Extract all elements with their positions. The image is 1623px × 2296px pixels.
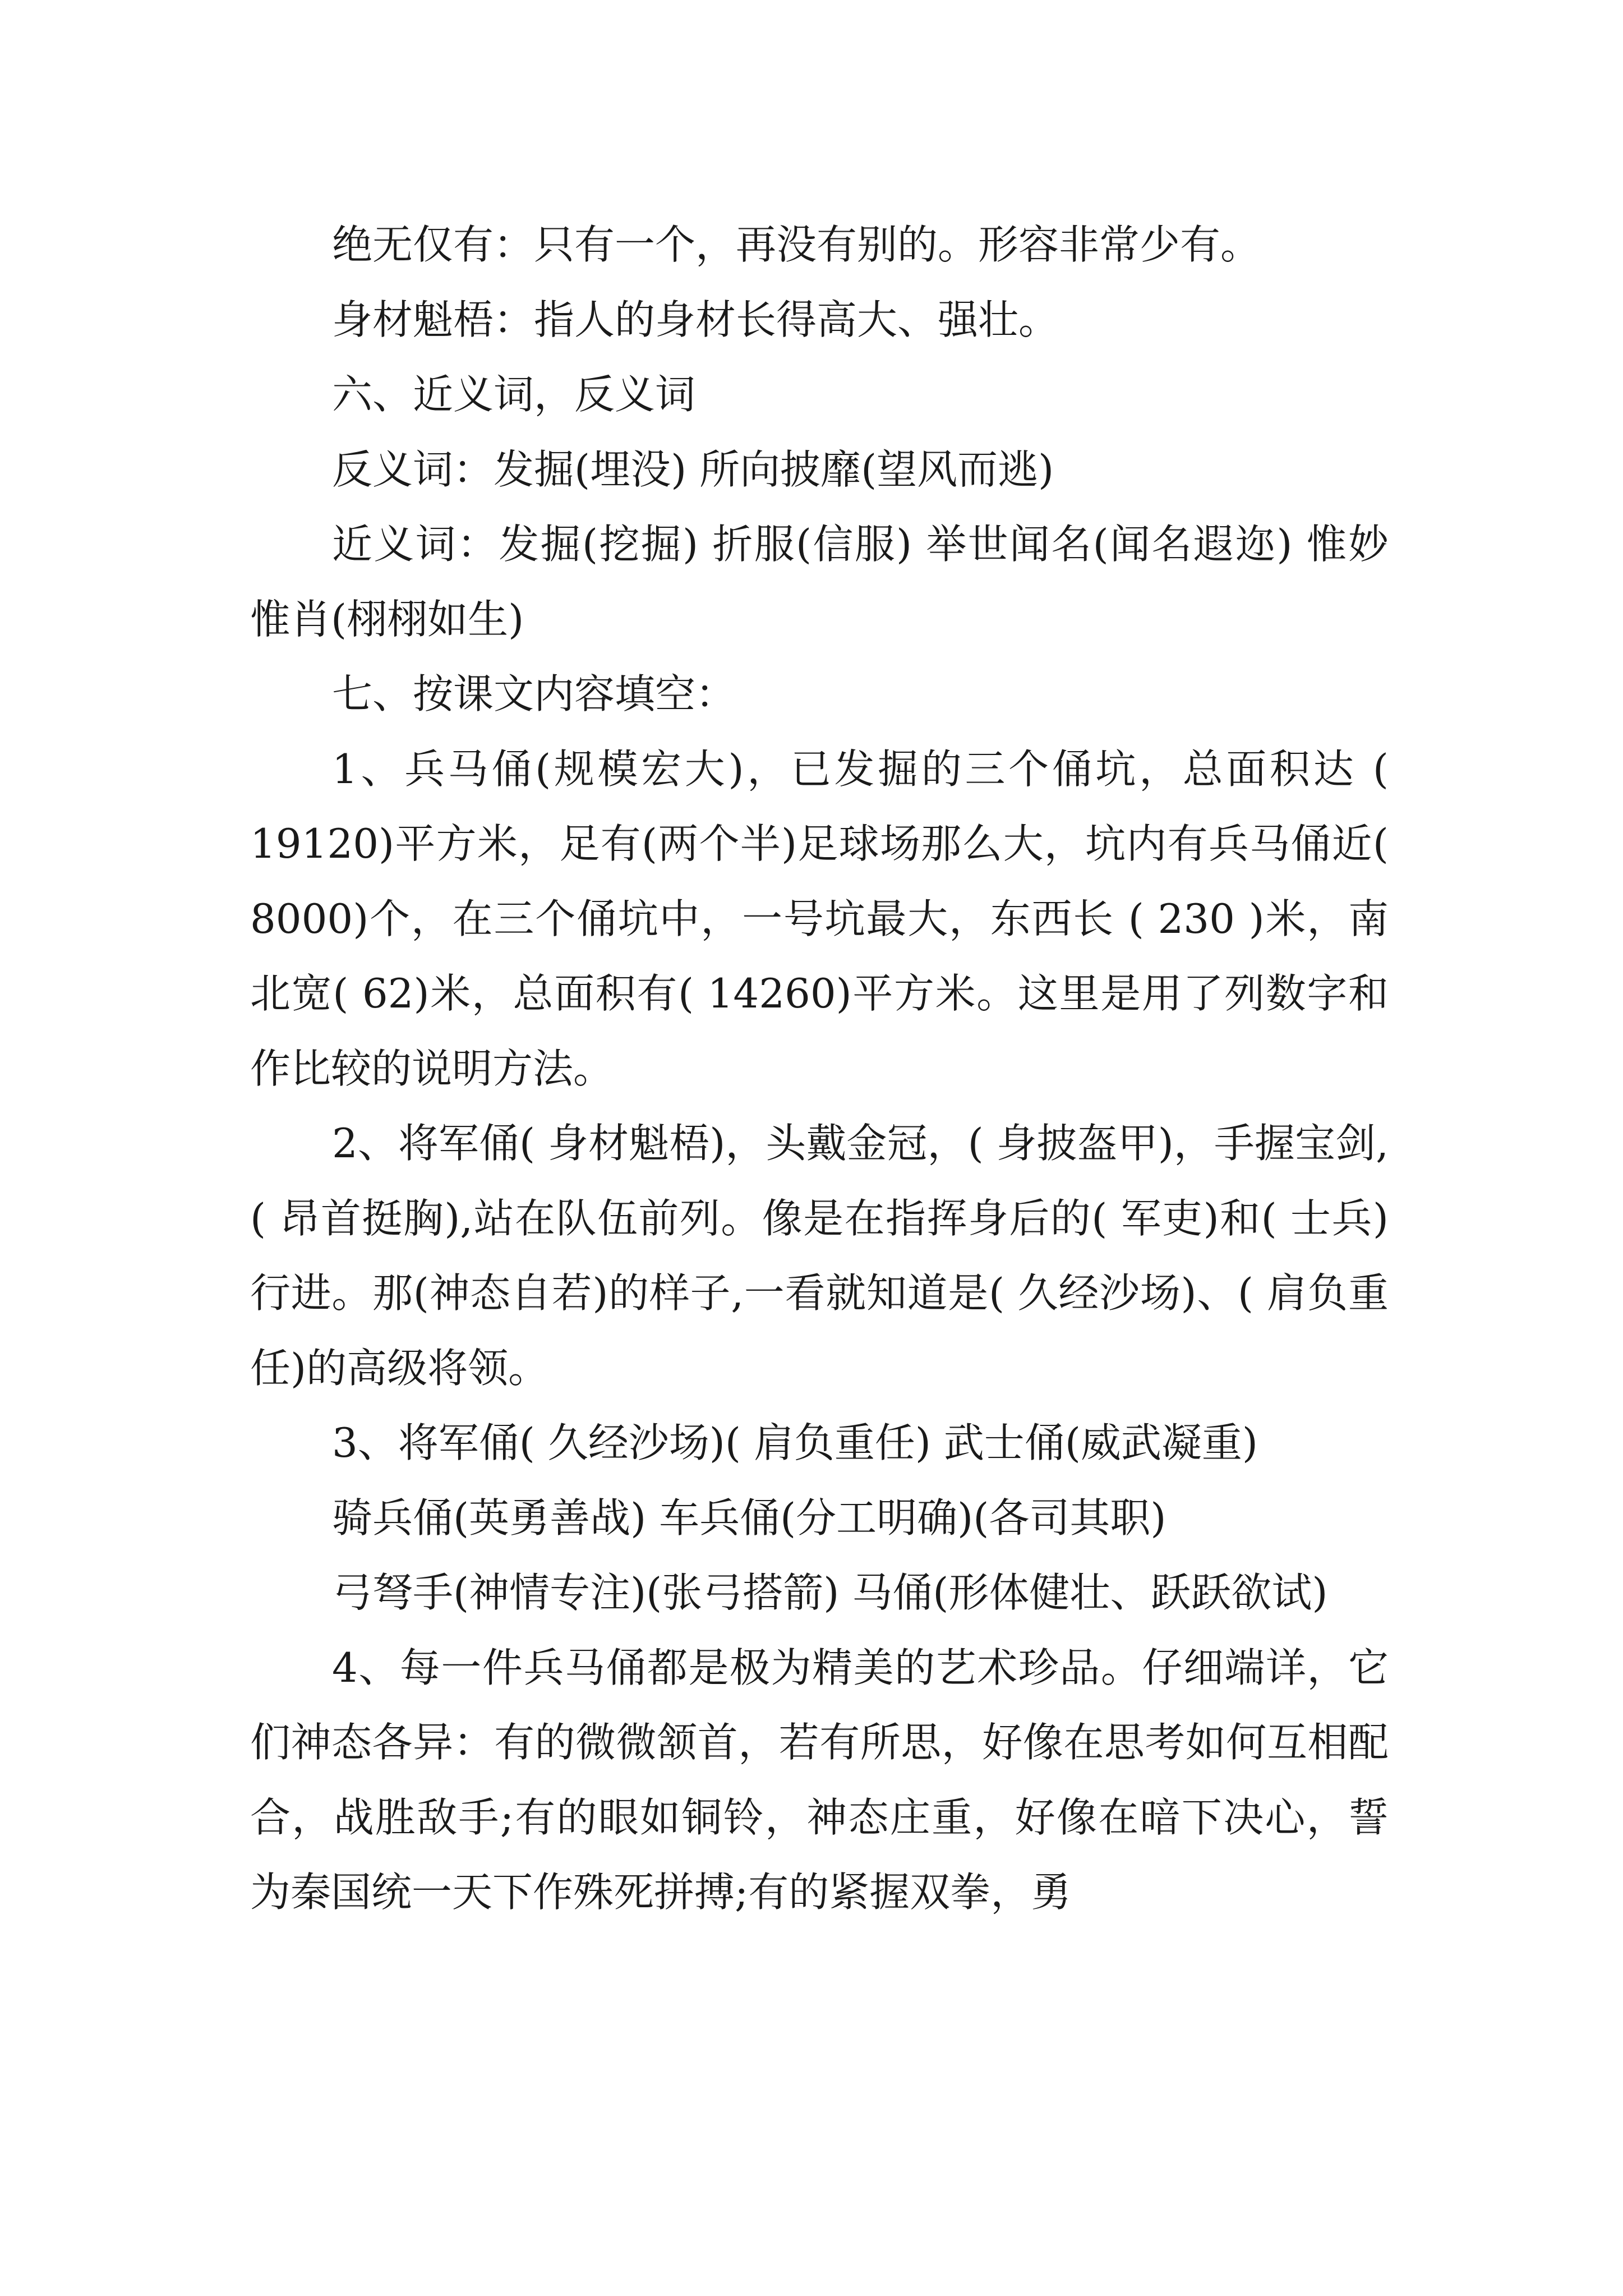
paragraph-item-3-cavalry: 骑兵俑(英勇善战) 车兵俑(分工明确)(各司其职)	[332, 1494, 1166, 1542]
paragraph-item-2: 2、将军俑( 身材魁梧)，头戴金冠，( 身披盔甲)，手握宝剑,( 昂首挺胸),站在队伍前列。像是在指挥身后的( 军吏)和( 士兵)行进。那(神态自若)的样子,一看就知道是( 久经沙场)、( 肩负重任)的高级将领。	[250, 1120, 1389, 1392]
paragraph-definition-jue-wu-jin-you: 绝无仅有：只有一个，再没有别的。形容非常少有。	[332, 221, 1261, 268]
paragraph-definition-shen-cai-kui-wu: 身材魁梧：指人的身材长得高大、强壮。	[332, 296, 1059, 343]
section-heading-fill-in-blanks: 七、按课文内容填空：	[332, 670, 736, 717]
paragraph-synonyms: 近义词：发掘(挖掘) 折服(信服) 举世闻名(闻名遐迩) 惟妙惟肖(栩栩如生)	[250, 521, 1389, 643]
document-body	[250, 208, 1389, 1930]
paragraph-item-3: 3、将军俑( 久经沙场)( 肩负重任) 武士俑(威武凝重)	[332, 1419, 1258, 1466]
section-heading-synonyms-antonyms: 六、近义词，反义词	[332, 371, 696, 418]
paragraph-item-3-archers: 弓弩手(神情专注)(张弓搭箭) 马俑(形体健壮、跃跃欲试)	[332, 1569, 1328, 1616]
paragraph-item-1: 1、兵马俑(规模宏大)，已发掘的三个俑坑，总面积达 ( 19120)平方米，足有(两个半)足球场那么大，坑内有兵马俑近( 8000)个，在三个俑坑中，一号坑最大，东西长 ( 230 )米，南北宽( 62)米，总面积有( 14260)平方米。这里是用了列数字和作比较的说明方法。	[250, 745, 1389, 1092]
paragraph-item-4: 4、每一件兵马俑都是极为精美的艺术珍品。仔细端详，它们神态各异：有的微微颔首，若有所思，好像在思考如何互相配合，战胜敌手;有的眼如铜铃，神态庄重，好像在暗下决心，誓为秦国统一天下作殊死拼搏;有的紧握双拳，勇	[250, 1644, 1389, 1916]
paragraph-antonyms: 反义词：发掘(埋没) 所向披靡(望风而逃)	[332, 445, 1054, 493]
